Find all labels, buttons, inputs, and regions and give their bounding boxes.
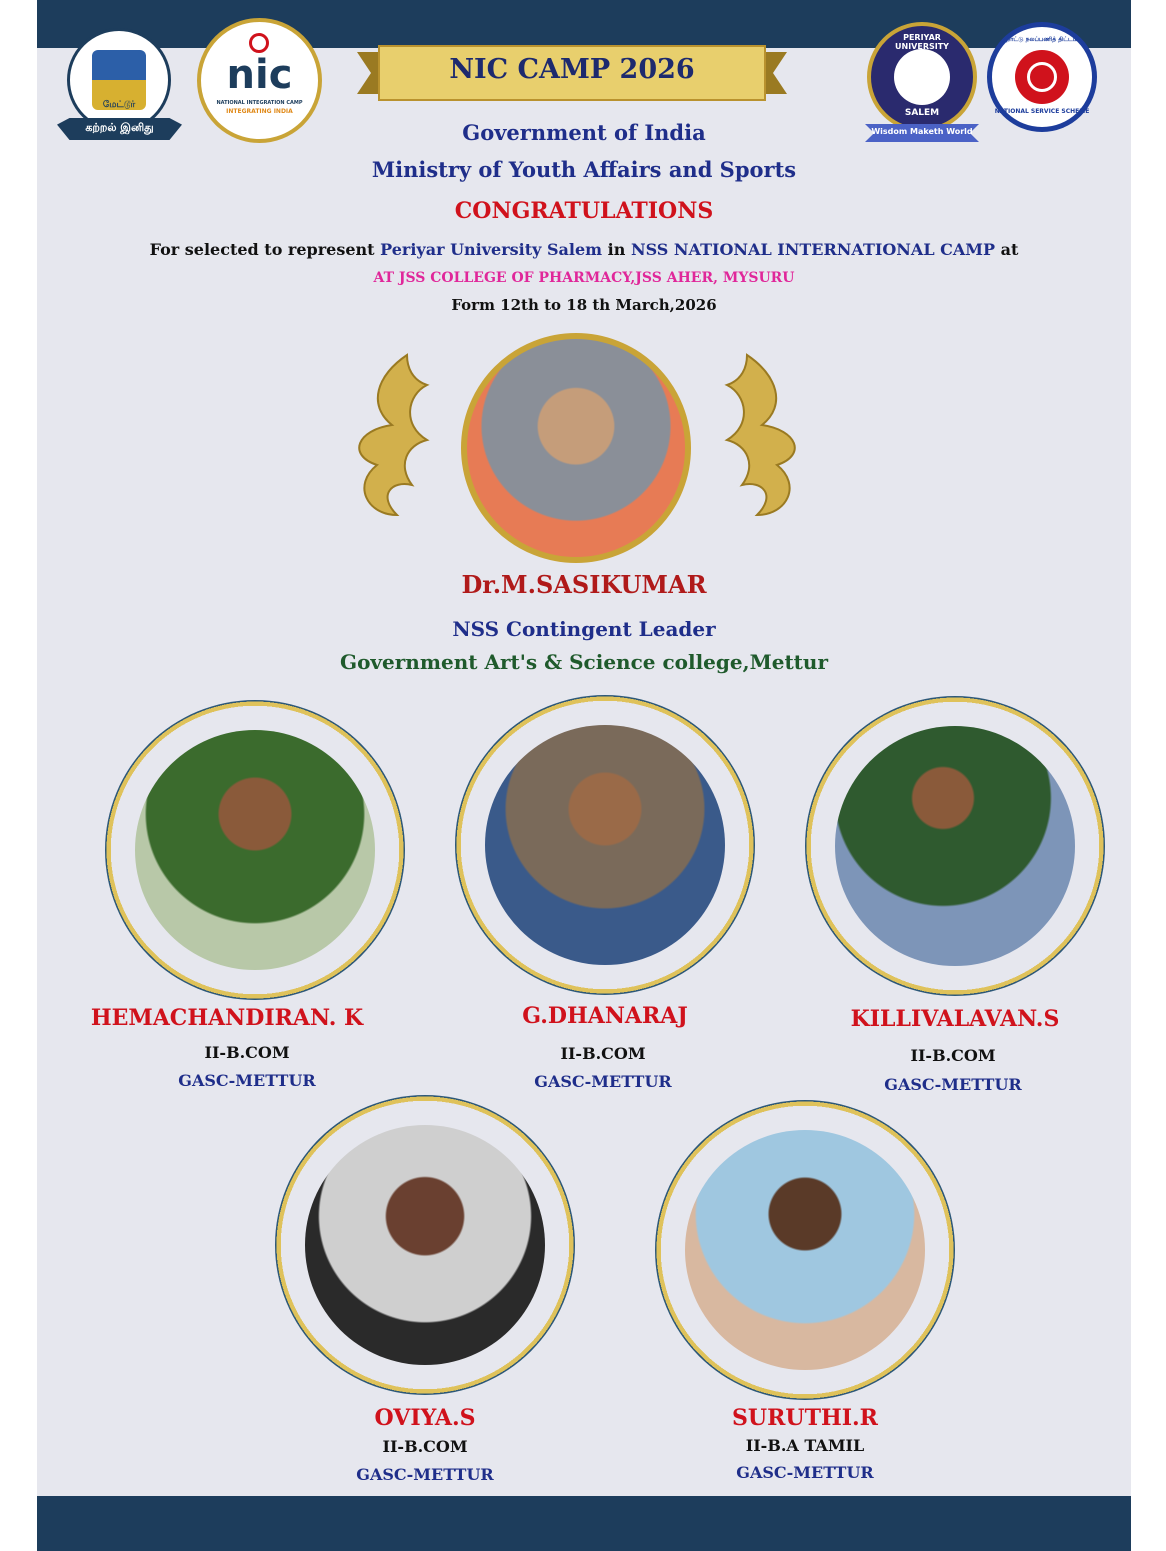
dates-line: Form 12th to 18 th March,2026 <box>451 296 717 314</box>
bottom-bar <box>37 1496 1131 1551</box>
nic-line2: INTEGRATING INDIA <box>226 108 293 115</box>
student-name-2: G.DHANARAJ <box>522 1003 688 1029</box>
periyar-top: PERIYAR UNIVERSITY <box>895 33 949 51</box>
line-prefix: For selected to represent <box>149 240 381 259</box>
line-suffix: at <box>995 240 1019 259</box>
venue-line: AT JSS COLLEGE OF PHARMACY,JSS AHER, MYSURU <box>373 270 795 286</box>
government-title: Government of India <box>462 120 706 145</box>
student-name-5: SURUTHI.R <box>732 1405 878 1431</box>
ornament-right <box>717 345 817 525</box>
line-mid: in <box>602 240 631 259</box>
leader-role: NSS Contingent Leader <box>452 617 716 641</box>
student-dept-1: II-B.COM <box>204 1043 290 1062</box>
banner-title: NIC CAMP 2026 <box>449 54 695 85</box>
leader-college: Government Art's & Science college,Mettur <box>339 650 828 674</box>
leader-photo <box>461 333 691 563</box>
student-photo-1 <box>135 730 375 970</box>
student-photo-4 <box>305 1125 545 1365</box>
student-dept-4: II-B.COM <box>382 1437 468 1456</box>
camp-name: NSS NATIONAL INTERNATIONAL CAMP <box>630 240 996 259</box>
student-college-1: GASC-METTUR <box>178 1071 316 1090</box>
student-photo-5 <box>685 1130 925 1370</box>
student-college-4: GASC-METTUR <box>356 1465 494 1484</box>
periyar-motto: Wisdom Maketh World <box>871 127 973 136</box>
student-photo-3 <box>835 726 1075 966</box>
periyar-bottom: SALEM <box>904 108 940 118</box>
selection-line <box>37 240 1131 259</box>
student-college-3: GASC-METTUR <box>884 1075 1022 1094</box>
student-name-3: KILLIVALAVAN.S <box>850 1006 1060 1032</box>
student-dept-2: II-B.COM <box>560 1044 646 1063</box>
student-dept-3: II-B.COM <box>910 1046 996 1065</box>
student-photo-2 <box>485 725 725 965</box>
nic-short: nic <box>226 52 293 98</box>
college-place: மேட்டூர் <box>102 100 136 110</box>
ministry-title: Ministry of Youth Affairs and Sports <box>371 157 797 182</box>
student-name-1: HEMACHANDIRAN. K <box>90 1005 364 1031</box>
ornament-left <box>337 345 437 525</box>
student-dept-5: II-B.A TAMIL <box>745 1436 865 1455</box>
college-motto: கற்றல் இனிது <box>85 121 154 134</box>
student-name-4: OVIYA.S <box>374 1405 476 1431</box>
congratulations-title: CONGRATULATIONS <box>454 198 714 224</box>
university-name: Periyar University Salem <box>380 240 603 259</box>
nic-line1: NATIONAL INTEGRATION CAMP <box>216 100 303 106</box>
nss-tamil: நாட்டு நலப்பணித் திட்டம் <box>1006 36 1078 43</box>
student-college-2: GASC-METTUR <box>534 1072 672 1091</box>
poster <box>37 0 1131 1551</box>
leader-name: Dr.M.SASIKUMAR <box>461 570 707 599</box>
nss-text: NATIONAL SERVICE SCHEME <box>994 108 1090 115</box>
student-college-5: GASC-METTUR <box>736 1463 874 1482</box>
